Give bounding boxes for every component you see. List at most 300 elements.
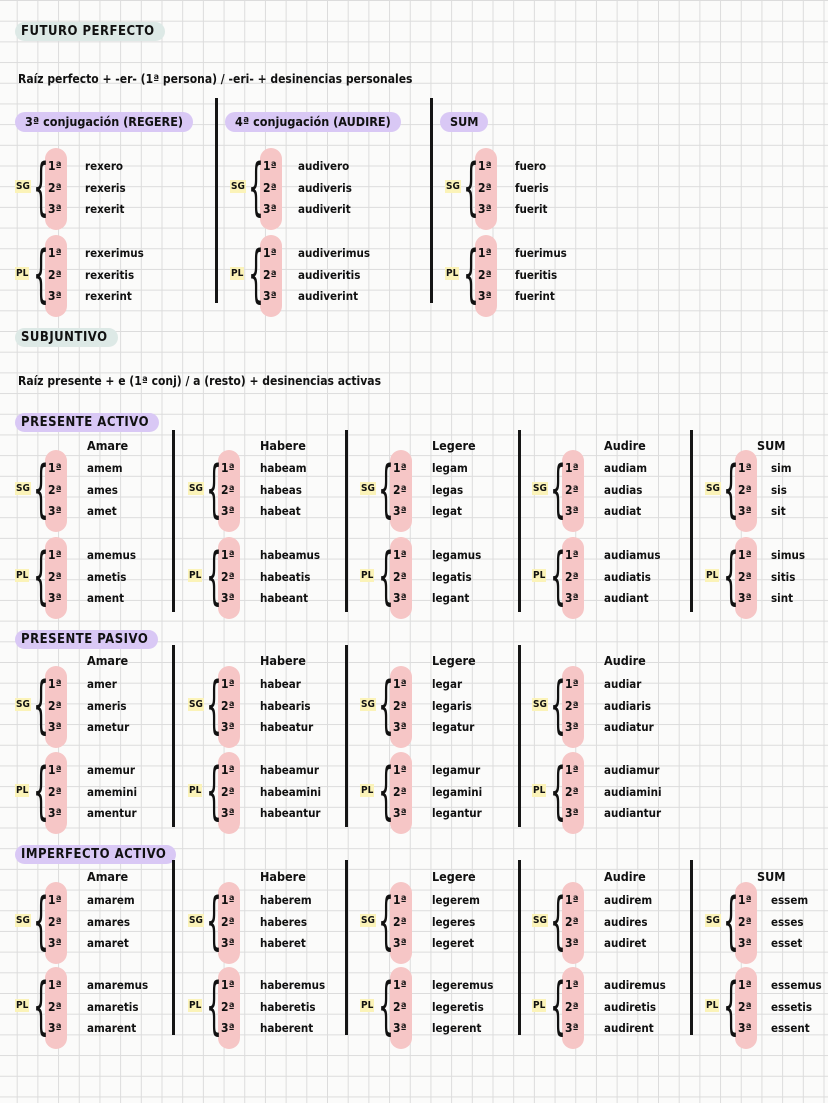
person-list: [48, 458, 62, 523]
verb-form: amaremus: [87, 978, 149, 992]
person-label: 3ª: [48, 202, 62, 216]
conjugation-column: [360, 438, 525, 628]
verb-form: audivero: [298, 159, 350, 173]
verb-form: legamur: [432, 763, 481, 777]
person-list: [565, 458, 579, 523]
person-list: [221, 545, 235, 610]
column-divider: [518, 860, 521, 1035]
verb-form: audiret: [604, 936, 647, 950]
verb-form: ametur: [87, 720, 130, 734]
conjugation-column: [532, 869, 697, 1059]
verb-form: audiantur: [604, 806, 662, 820]
person-label: 2ª: [48, 267, 62, 282]
person-label: 2ª: [738, 999, 752, 1014]
person-list: [221, 890, 235, 955]
person-label: 3ª: [565, 591, 579, 605]
group-pl: [360, 969, 525, 1042]
verb-form: habeam: [260, 461, 307, 475]
verb-form: fuerimus: [515, 246, 567, 260]
verb-form: habeant: [260, 591, 309, 605]
number-label-pl: PL: [446, 268, 459, 279]
verb-form: ament: [87, 591, 125, 605]
verb-form: legar: [432, 677, 463, 691]
person-label: 2ª: [48, 698, 62, 713]
person-label: 1ª: [565, 677, 579, 691]
brace-icon: {: [206, 539, 222, 612]
column-header: Habere: [260, 869, 306, 884]
column-header: Amare: [87, 653, 129, 668]
person-list: [478, 243, 492, 308]
group-sg: [15, 150, 215, 223]
number-label-sg: SG: [361, 483, 375, 494]
verb-form: audiatis: [604, 569, 651, 584]
person-label: 3ª: [738, 591, 752, 605]
verb-form: haberetis: [260, 999, 316, 1014]
column-divider: [172, 645, 175, 827]
number-label-sg: SG: [706, 483, 720, 494]
person-label: 3ª: [48, 591, 62, 605]
verb-form: amemus: [87, 548, 137, 562]
person-label: 3ª: [48, 289, 62, 303]
group-sg: [705, 884, 828, 957]
person-label: 3ª: [565, 504, 579, 518]
group-sg: [360, 452, 525, 525]
number-label-pl: PL: [361, 785, 374, 796]
person-label: 1ª: [478, 159, 492, 173]
person-label: 3ª: [565, 936, 579, 950]
verb-form: audiamur: [604, 763, 660, 777]
person-label: 3ª: [48, 504, 62, 518]
person-label: 2ª: [393, 999, 407, 1014]
person-label: 2ª: [221, 482, 235, 497]
verb-form: legeret: [432, 936, 475, 950]
brace-icon: {: [206, 452, 222, 525]
verb-form: audias: [604, 482, 643, 497]
column-header: Legere: [432, 653, 476, 668]
form-list: [604, 975, 666, 1040]
group-pl: [360, 539, 525, 612]
person-label: 1ª: [565, 978, 579, 992]
brace-icon: {: [33, 452, 49, 525]
person-label: 3ª: [478, 202, 492, 216]
person-label: 3ª: [393, 720, 407, 734]
number-label-sg: SG: [361, 915, 375, 926]
person-list: [221, 674, 235, 739]
person-label: 3ª: [393, 1021, 407, 1035]
verb-form: habeat: [260, 504, 301, 518]
number-label-pl: PL: [706, 570, 719, 581]
person-list: [565, 760, 579, 825]
verb-form: legant: [432, 591, 470, 605]
verb-form: fuero: [515, 159, 547, 173]
verb-form: sitis: [771, 569, 796, 584]
brace-icon: {: [248, 150, 264, 223]
group-sg: [188, 884, 353, 957]
conjugation-column: [230, 112, 430, 312]
person-list: [48, 760, 62, 825]
column-header: 4ª conjugación (AUDIRE): [225, 112, 401, 132]
verb-form: habeantur: [260, 806, 321, 820]
column-divider: [518, 430, 521, 612]
column-header: 3ª conjugación (REGERE): [15, 112, 193, 132]
verb-form: essemus: [771, 978, 822, 992]
person-label: 3ª: [565, 806, 579, 820]
number-label-pl: PL: [16, 1000, 29, 1011]
group-pl: [445, 237, 645, 310]
column-header: Audire: [604, 653, 646, 668]
person-label: 1ª: [221, 893, 235, 907]
verb-form: ametis: [87, 569, 127, 584]
person-list: [263, 156, 277, 221]
brace-icon: {: [33, 754, 49, 827]
brace-icon: {: [33, 969, 49, 1042]
number-label-sg: SG: [16, 699, 30, 710]
verb-form: legam: [432, 461, 468, 475]
brace-icon: {: [378, 754, 394, 827]
person-label: 1ª: [738, 548, 752, 562]
person-label: 1ª: [565, 461, 579, 475]
form-list: [515, 156, 549, 221]
form-list: [432, 975, 493, 1040]
form-list: [432, 545, 481, 610]
verb-form: audiaris: [604, 698, 652, 713]
form-list: [87, 674, 129, 739]
verb-form: habeas: [260, 482, 302, 497]
person-label: 1ª: [565, 893, 579, 907]
verb-form: essent: [771, 1021, 810, 1035]
verb-form: audirent: [604, 1021, 654, 1035]
person-list: [565, 674, 579, 739]
section-title: IMPERFECTO ACTIVO: [15, 845, 176, 864]
form-list: [604, 458, 647, 523]
person-label: 2ª: [738, 569, 752, 584]
verb-form: rexero: [85, 159, 124, 173]
brace-icon: {: [550, 884, 566, 957]
verb-form: amemur: [87, 763, 136, 777]
person-label: 2ª: [393, 784, 407, 799]
person-label: 1ª: [393, 978, 407, 992]
verb-form: esset: [771, 936, 803, 950]
verb-form: habearis: [260, 698, 311, 713]
conjugation-column: [705, 869, 828, 1059]
number-label-pl: PL: [189, 1000, 202, 1011]
form-list: [432, 760, 482, 825]
number-label-pl: PL: [533, 785, 546, 796]
form-list: [604, 545, 661, 610]
person-label: 2ª: [565, 784, 579, 799]
verb-form: audiverint: [298, 289, 359, 303]
number-label-sg: SG: [533, 915, 547, 926]
person-label: 1ª: [221, 978, 235, 992]
person-label: 3ª: [478, 289, 492, 303]
brace-icon: {: [33, 150, 49, 223]
form-list: [260, 890, 312, 955]
column-header: SUM: [757, 869, 786, 884]
person-label: 3ª: [393, 806, 407, 820]
verb-form: fuerint: [515, 289, 555, 303]
brace-icon: {: [550, 754, 566, 827]
person-label: 1ª: [565, 548, 579, 562]
form-list: [260, 458, 307, 523]
person-label: 2ª: [738, 914, 752, 929]
person-label: 2ª: [221, 569, 235, 584]
verb-form: habear: [260, 677, 301, 691]
group-sg: [15, 884, 180, 957]
person-label: 1ª: [393, 893, 407, 907]
number-label-sg: SG: [361, 699, 375, 710]
person-list: [221, 760, 235, 825]
person-label: 2ª: [565, 569, 579, 584]
person-label: 1ª: [263, 246, 277, 260]
form-list: [260, 545, 320, 610]
person-label: 1ª: [48, 677, 62, 691]
form-list: [604, 890, 652, 955]
person-label: 3ª: [565, 720, 579, 734]
brace-icon: {: [206, 969, 222, 1042]
form-list: [771, 458, 791, 523]
person-list: [393, 975, 407, 1040]
group-pl: [188, 539, 353, 612]
group-sg: [15, 452, 180, 525]
verb-form: legatur: [432, 720, 475, 734]
number-label-pl: PL: [533, 1000, 546, 1011]
conjugation-column: [445, 112, 645, 312]
person-label: 1ª: [221, 677, 235, 691]
person-label: 1ª: [48, 159, 62, 173]
person-list: [393, 760, 407, 825]
brace-icon: {: [550, 452, 566, 525]
person-label: 2ª: [48, 180, 62, 195]
number-label-sg: SG: [189, 483, 203, 494]
verb-form: audiant: [604, 591, 649, 605]
verb-form: audiretis: [604, 999, 657, 1014]
group-sg: [15, 668, 180, 741]
group-pl: [360, 754, 525, 827]
form-list: [515, 243, 567, 308]
conjugation-column: [188, 869, 353, 1059]
brace-icon: {: [550, 969, 566, 1042]
verb-form: habeamur: [260, 763, 320, 777]
verb-form: haberemus: [260, 978, 326, 992]
form-list: [771, 545, 805, 610]
person-label: 3ª: [738, 504, 752, 518]
verb-form: esses: [771, 914, 804, 929]
person-list: [393, 890, 407, 955]
verb-form: legeres: [432, 914, 476, 929]
verb-form: habeatis: [260, 569, 311, 584]
number-label-sg: SG: [16, 483, 30, 494]
verb-form: habeatur: [260, 720, 314, 734]
verb-form: sis: [771, 482, 787, 497]
person-list: [48, 890, 62, 955]
conjugation-column: [15, 112, 215, 312]
conjugation-column: [15, 438, 180, 628]
person-label: 2ª: [221, 698, 235, 713]
person-list: [738, 975, 752, 1040]
verb-form: amemini: [87, 784, 138, 799]
conjugation-column: [360, 653, 525, 843]
person-label: 2ª: [565, 698, 579, 713]
number-label-pl: PL: [16, 785, 29, 796]
verb-form: legeretis: [432, 999, 484, 1014]
form-list: [85, 156, 126, 221]
verb-form: amarent: [87, 1021, 137, 1035]
brace-icon: {: [248, 237, 264, 310]
number-label-pl: PL: [189, 570, 202, 581]
group-pl: [15, 754, 180, 827]
person-label: 2ª: [478, 180, 492, 195]
section-title: PRESENTE ACTIVO: [15, 413, 159, 432]
column-divider: [345, 430, 348, 612]
person-label: 1ª: [221, 763, 235, 777]
form-list: [87, 458, 123, 523]
verb-form: rexerimus: [85, 246, 144, 260]
brace-icon: {: [550, 668, 566, 741]
group-sg: [445, 150, 645, 223]
column-header: Legere: [432, 869, 476, 884]
group-pl: [15, 237, 215, 310]
number-label-sg: SG: [533, 699, 547, 710]
brace-icon: {: [723, 452, 739, 525]
brace-icon: {: [378, 969, 394, 1042]
verb-form: audiremus: [604, 978, 666, 992]
person-label: 1ª: [478, 246, 492, 260]
brace-icon: {: [723, 884, 739, 957]
group-sg: [705, 452, 828, 525]
form-list: [298, 243, 370, 308]
person-label: 2ª: [48, 914, 62, 929]
futuro-perfecto-rule: Raíz perfecto + -er- (1ª persona) / -eri- + desinencias personales: [18, 72, 413, 86]
person-list: [393, 458, 407, 523]
number-label-sg: SG: [16, 915, 30, 926]
verb-form: audiam: [604, 461, 648, 475]
number-label-sg: SG: [189, 915, 203, 926]
verb-form: audirem: [604, 893, 653, 907]
verb-form: amaretis: [87, 999, 139, 1014]
brace-icon: {: [723, 969, 739, 1042]
form-list: [260, 674, 313, 739]
person-label: 1ª: [565, 763, 579, 777]
form-list: [771, 975, 822, 1040]
number-label-pl: PL: [16, 570, 29, 581]
verb-form: amem: [87, 461, 123, 475]
person-label: 1ª: [221, 548, 235, 562]
verb-form: audiverit: [298, 202, 351, 216]
group-pl: [532, 754, 697, 827]
verb-form: legat: [432, 504, 462, 518]
conjugation-column: [705, 438, 828, 628]
person-list: [221, 458, 235, 523]
conjugation-column: [360, 869, 525, 1059]
person-list: [393, 545, 407, 610]
person-label: 3ª: [48, 806, 62, 820]
group-pl: [188, 969, 353, 1042]
form-list: [432, 674, 474, 739]
column-divider: [345, 645, 348, 827]
verb-form: audiatur: [604, 720, 654, 734]
verb-form: audires: [604, 914, 648, 929]
group-sg: [188, 668, 353, 741]
brace-icon: {: [33, 884, 49, 957]
verb-form: fueris: [515, 180, 549, 195]
person-label: 2ª: [48, 569, 62, 584]
conjugation-column: [188, 653, 353, 843]
person-list: [393, 674, 407, 739]
conjugation-column: [532, 653, 697, 843]
person-label: 3ª: [221, 806, 235, 820]
form-list: [432, 458, 468, 523]
column-divider: [345, 860, 348, 1035]
person-label: 2ª: [393, 914, 407, 929]
person-label: 1ª: [393, 461, 407, 475]
person-label: 3ª: [221, 1021, 235, 1035]
verb-form: rexerit: [85, 202, 125, 216]
person-list: [48, 156, 62, 221]
person-list: [738, 890, 752, 955]
person-label: 2ª: [48, 482, 62, 497]
person-label: 3ª: [263, 202, 277, 216]
person-label: 1ª: [393, 548, 407, 562]
person-label: 2ª: [221, 784, 235, 799]
group-sg: [532, 668, 697, 741]
verb-form: audiveritis: [298, 267, 361, 282]
person-label: 2ª: [478, 267, 492, 282]
brace-icon: {: [206, 754, 222, 827]
column-divider: [430, 98, 433, 303]
person-list: [263, 243, 277, 308]
person-list: [565, 545, 579, 610]
verb-form: legeremus: [432, 978, 494, 992]
person-label: 2ª: [48, 999, 62, 1014]
group-pl: [532, 969, 697, 1042]
person-list: [565, 890, 579, 955]
verb-form: fuerit: [515, 202, 548, 216]
verb-form: haberet: [260, 936, 306, 950]
verb-form: haberent: [260, 1021, 314, 1035]
brace-icon: {: [378, 668, 394, 741]
column-header: Amare: [87, 869, 129, 884]
number-label-sg: SG: [706, 915, 720, 926]
person-label: 3ª: [48, 720, 62, 734]
verb-form: audiar: [604, 677, 642, 691]
number-label-pl: PL: [231, 268, 244, 279]
person-list: [221, 975, 235, 1040]
brace-icon: {: [378, 884, 394, 957]
group-pl: [15, 969, 180, 1042]
verb-form: legantur: [432, 806, 482, 820]
group-pl: [15, 539, 180, 612]
person-label: 2ª: [263, 180, 277, 195]
form-list: [771, 890, 808, 955]
form-list: [604, 674, 654, 739]
column-divider: [215, 98, 218, 303]
number-label-sg: SG: [533, 483, 547, 494]
brace-icon: {: [463, 150, 479, 223]
brace-icon: {: [33, 668, 49, 741]
verb-form: rexeritis: [85, 267, 135, 282]
verb-form: haberes: [260, 914, 308, 929]
number-label-pl: PL: [16, 268, 29, 279]
form-list: [260, 975, 325, 1040]
brace-icon: {: [550, 539, 566, 612]
person-label: 2ª: [393, 569, 407, 584]
verb-form: audiveris: [298, 180, 352, 195]
person-label: 2ª: [221, 999, 235, 1014]
person-label: 1ª: [48, 461, 62, 475]
person-label: 3ª: [738, 936, 752, 950]
person-list: [48, 243, 62, 308]
form-list: [87, 545, 136, 610]
